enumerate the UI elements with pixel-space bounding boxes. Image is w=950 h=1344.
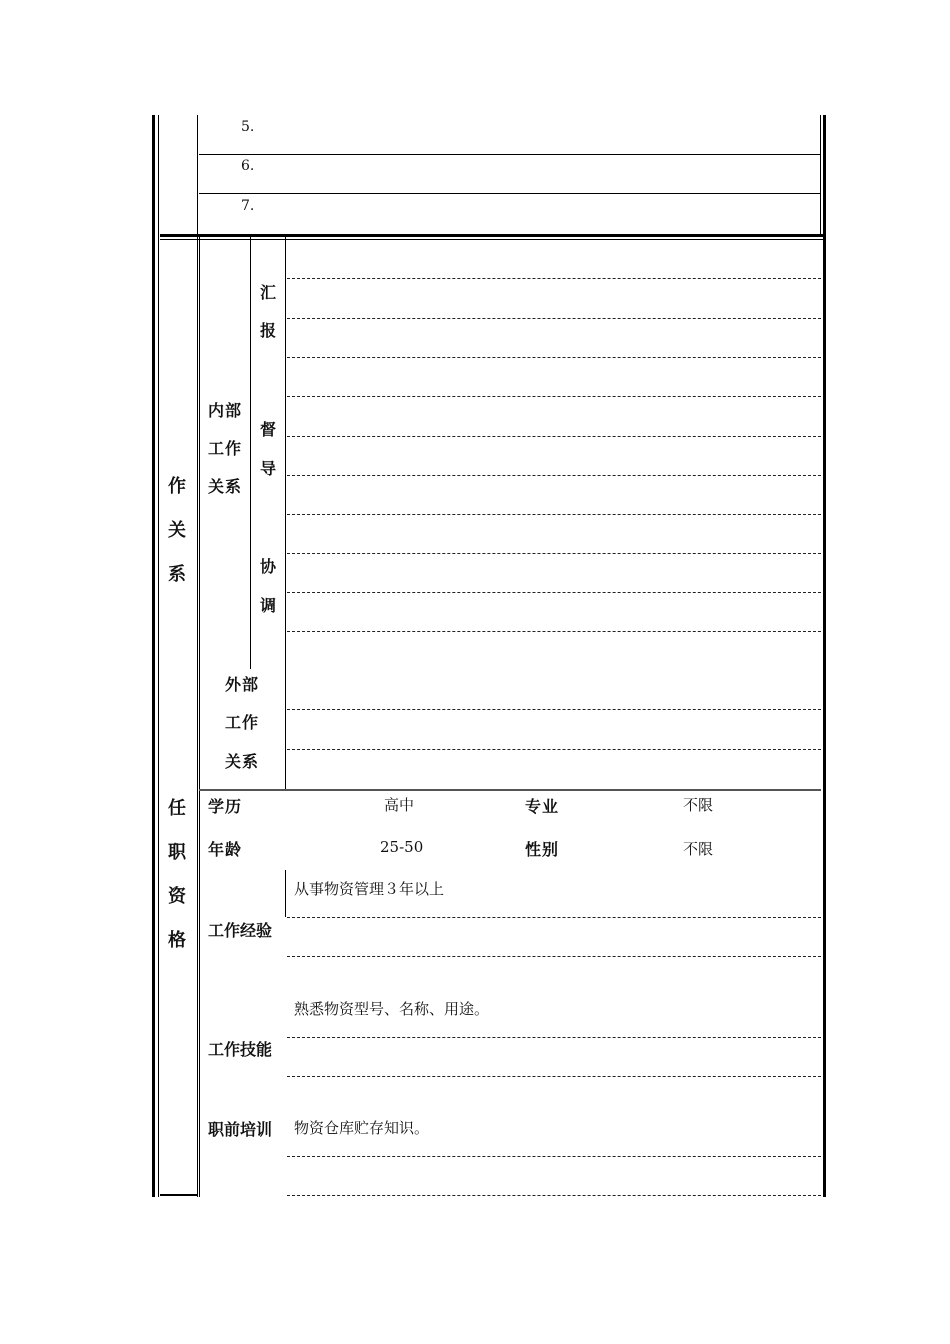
gender-value: 不限 bbox=[683, 840, 714, 858]
qualifications-separator bbox=[199, 789, 821, 791]
section-separator-thin bbox=[160, 239, 823, 240]
qualifications-section-label-2: 职 bbox=[168, 842, 186, 863]
training-dashed-line bbox=[287, 1156, 821, 1157]
table-border-left-inner bbox=[158, 115, 159, 1197]
relations-dashed-line bbox=[287, 278, 821, 279]
experience-dashed-line bbox=[287, 917, 821, 918]
list-item-6: 6. bbox=[241, 158, 255, 174]
qualifications-section-label-3: 资 bbox=[168, 886, 186, 907]
column-divider-1 bbox=[197, 115, 198, 1197]
skills-dashed-line bbox=[287, 1037, 821, 1038]
training-dashed-line bbox=[287, 1195, 821, 1196]
table-border-right-outer bbox=[823, 115, 826, 1197]
relations-dashed-line bbox=[287, 357, 821, 358]
age-label: 年龄 bbox=[208, 840, 243, 859]
experience-dashed-line bbox=[287, 956, 821, 957]
relations-section-label-1: 作 bbox=[168, 476, 186, 497]
relations-section-label-2: 关 bbox=[168, 520, 186, 541]
row-line-5-6 bbox=[199, 154, 821, 155]
external-relations-label-3: 关系 bbox=[225, 752, 260, 771]
table-border-right-inner bbox=[820, 115, 821, 235]
column-divider-1b bbox=[199, 235, 200, 1197]
relations-section-label-3: 系 bbox=[168, 564, 186, 585]
bottom-left-line bbox=[160, 1194, 198, 1196]
skills-value: 熟悉物资型号、名称、用途。 bbox=[294, 1000, 490, 1018]
skills-dashed-line bbox=[287, 1076, 821, 1077]
external-relations-label-1: 外部 bbox=[225, 675, 260, 694]
report-label-2: 报 bbox=[260, 321, 278, 340]
list-item-5: 5. bbox=[241, 119, 255, 135]
relations-dashed-line bbox=[287, 749, 821, 750]
experience-value: 从事物资管理３年以上 bbox=[294, 880, 445, 898]
training-label: 职前培训 bbox=[208, 1120, 273, 1139]
training-value: 物资仓库贮存知识。 bbox=[294, 1119, 430, 1137]
supervise-label-1: 督 bbox=[260, 420, 278, 439]
coordinate-label-1: 协 bbox=[260, 557, 278, 576]
education-label: 学历 bbox=[208, 797, 243, 816]
education-value: 高中 bbox=[384, 796, 415, 814]
experience-label: 工作经验 bbox=[208, 921, 273, 940]
coordinate-label-2: 调 bbox=[260, 596, 278, 615]
row-line-6-7 bbox=[199, 193, 821, 194]
major-label: 专业 bbox=[525, 797, 560, 816]
external-relations-label-2: 工作 bbox=[225, 713, 260, 732]
relations-dashed-line bbox=[287, 631, 821, 632]
relations-divider-b bbox=[285, 237, 286, 789]
internal-relations-label-1: 内部 bbox=[208, 401, 243, 420]
section-separator-thick bbox=[160, 234, 823, 237]
relations-dashed-line bbox=[287, 318, 821, 319]
qualifications-section-label-4: 格 bbox=[168, 930, 186, 951]
internal-relations-label-2: 工作 bbox=[208, 439, 243, 458]
relations-dashed-line bbox=[287, 592, 821, 593]
table-border-left-outer bbox=[152, 115, 155, 1197]
major-value: 不限 bbox=[683, 796, 714, 814]
list-item-7: 7. bbox=[241, 198, 255, 214]
relations-dashed-line bbox=[287, 514, 821, 515]
gender-label: 性别 bbox=[525, 840, 560, 859]
supervise-label-2: 导 bbox=[260, 459, 278, 478]
relations-dashed-line bbox=[287, 396, 821, 397]
relations-dashed-line bbox=[287, 553, 821, 554]
qualifications-section-label-1: 任 bbox=[168, 798, 186, 819]
skills-label: 工作技能 bbox=[208, 1040, 273, 1059]
qualifications-divider bbox=[285, 870, 286, 917]
relations-dashed-line bbox=[287, 709, 821, 710]
report-label-1: 汇 bbox=[260, 283, 278, 302]
relations-dashed-line bbox=[287, 475, 821, 476]
age-value: 25-50 bbox=[380, 838, 424, 856]
relations-dashed-line bbox=[287, 436, 821, 437]
relations-divider-a bbox=[250, 237, 251, 669]
internal-relations-label-3: 关系 bbox=[208, 477, 243, 496]
